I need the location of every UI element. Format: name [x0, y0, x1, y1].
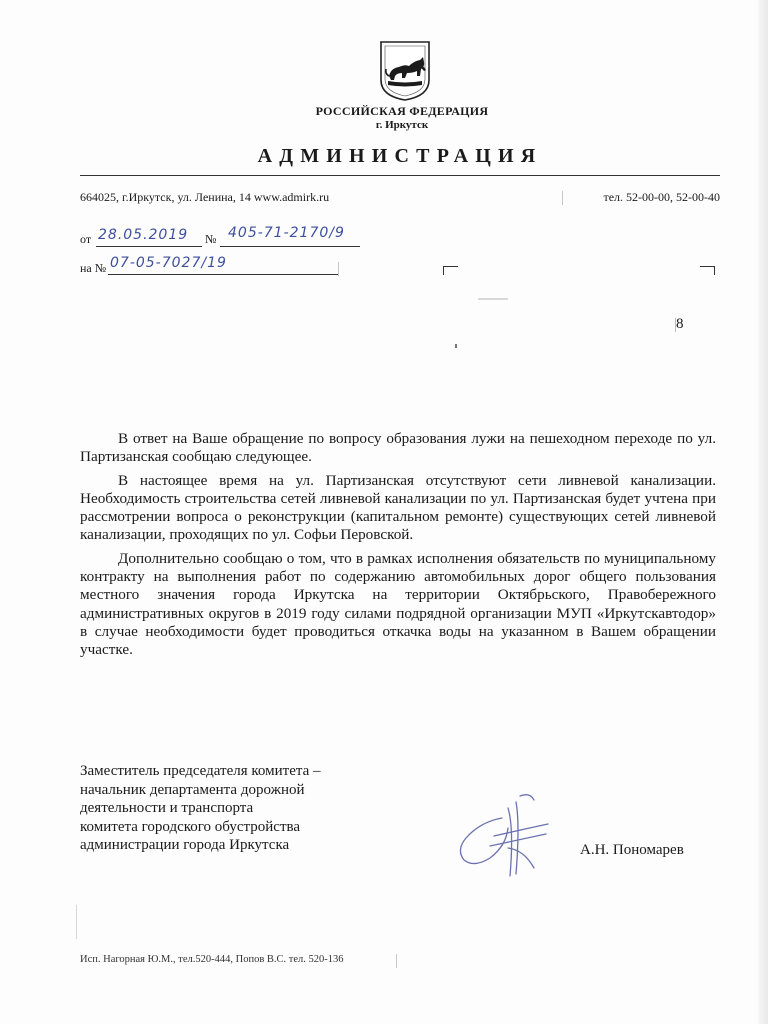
date-value-handwritten: 28.05.2019 [98, 227, 189, 243]
ref-prefix: на № [80, 261, 107, 275]
date-underline [96, 246, 202, 247]
header-divider [80, 175, 720, 176]
body-paragraph-1: В ответ на Ваше обращение по вопросу образования лужи на пешеходном переходе по ул. Партизанская сообщаю следующее. [80, 430, 716, 466]
number-prefix: № [205, 232, 217, 246]
address-line: 664025, г.Иркутск, ул. Ленина, 14 www.admirk.ru [80, 190, 330, 204]
signer-title-line: деятельности и транспорта [80, 800, 254, 816]
handwritten-signature [450, 788, 560, 880]
addressee-corner-right [700, 266, 715, 275]
phone-line: тел. 52-00-00, 52-00-40 [603, 190, 720, 204]
scan-artifact [396, 954, 397, 968]
executors-footer: Исп. Нагорная Ю.М., тел.520-444, Попов В.С. тел. 520-136 [80, 954, 344, 965]
signer-name: А.Н. Пономарев [580, 842, 684, 858]
signer-title-line: начальник департамента дорожной [80, 781, 305, 798]
signer-title-line: администрации города Иркутска [80, 837, 290, 853]
city-name: г. Иркутск [375, 119, 429, 131]
ref-value-handwritten: 07-05-7027/19 [110, 255, 227, 271]
country-name: РОССИЙСКАЯ ФЕДЕРАЦИЯ [315, 104, 489, 118]
signer-title [80, 762, 400, 855]
organization-title: АДМИНИСТРАЦИЯ [257, 145, 543, 167]
addressee-corner-left [443, 266, 458, 275]
body-paragraph-2: В настоящее время на ул. Партизанская отсутствуют сети ливневой канализации. Необходимость строительства сетей ливневой канализации по ул. Партизанская будет учтена при рассмотрении вопроса о реконструкции (капитальном ремонте) существующих сетей ливневой канализации, проходящих по ул. Софьи Перовской. [80, 471, 716, 544]
signer-title-line: комитета городского обустройства [80, 818, 301, 835]
scan-artifact [338, 262, 339, 276]
irkutsk-coat-of-arms-icon [379, 40, 431, 102]
signer-title-line: Заместитель председателя комитета – [80, 763, 321, 779]
scan-artifact [455, 344, 457, 348]
redacted-text [478, 298, 508, 300]
scan-artifact [675, 318, 676, 332]
number-underline [220, 246, 360, 247]
date-prefix: от [80, 232, 92, 246]
addressee-fragment: 8 [676, 316, 684, 332]
page-edge-shadow [758, 0, 768, 1024]
number-value-handwritten: 405-71-2170/9 [228, 225, 345, 241]
ref-underline [108, 274, 338, 275]
scan-artifact [76, 905, 77, 939]
body-paragraph-3: Дополнительно сообщаю о том, что в рамках исполнения обязательств по муниципальному контракту на выполнения работ по содержанию автомобильных дорог общего пользования местного значения города Иркутска на территории Октябрьского, Правобережного административных округов в 2019 году силами подрядной организации МУП «Иркутскавтодор» в случае необходимости будет проводиться откачка воды на указанном в Вашем обращении участке. [80, 549, 716, 659]
letter-body [80, 430, 716, 665]
